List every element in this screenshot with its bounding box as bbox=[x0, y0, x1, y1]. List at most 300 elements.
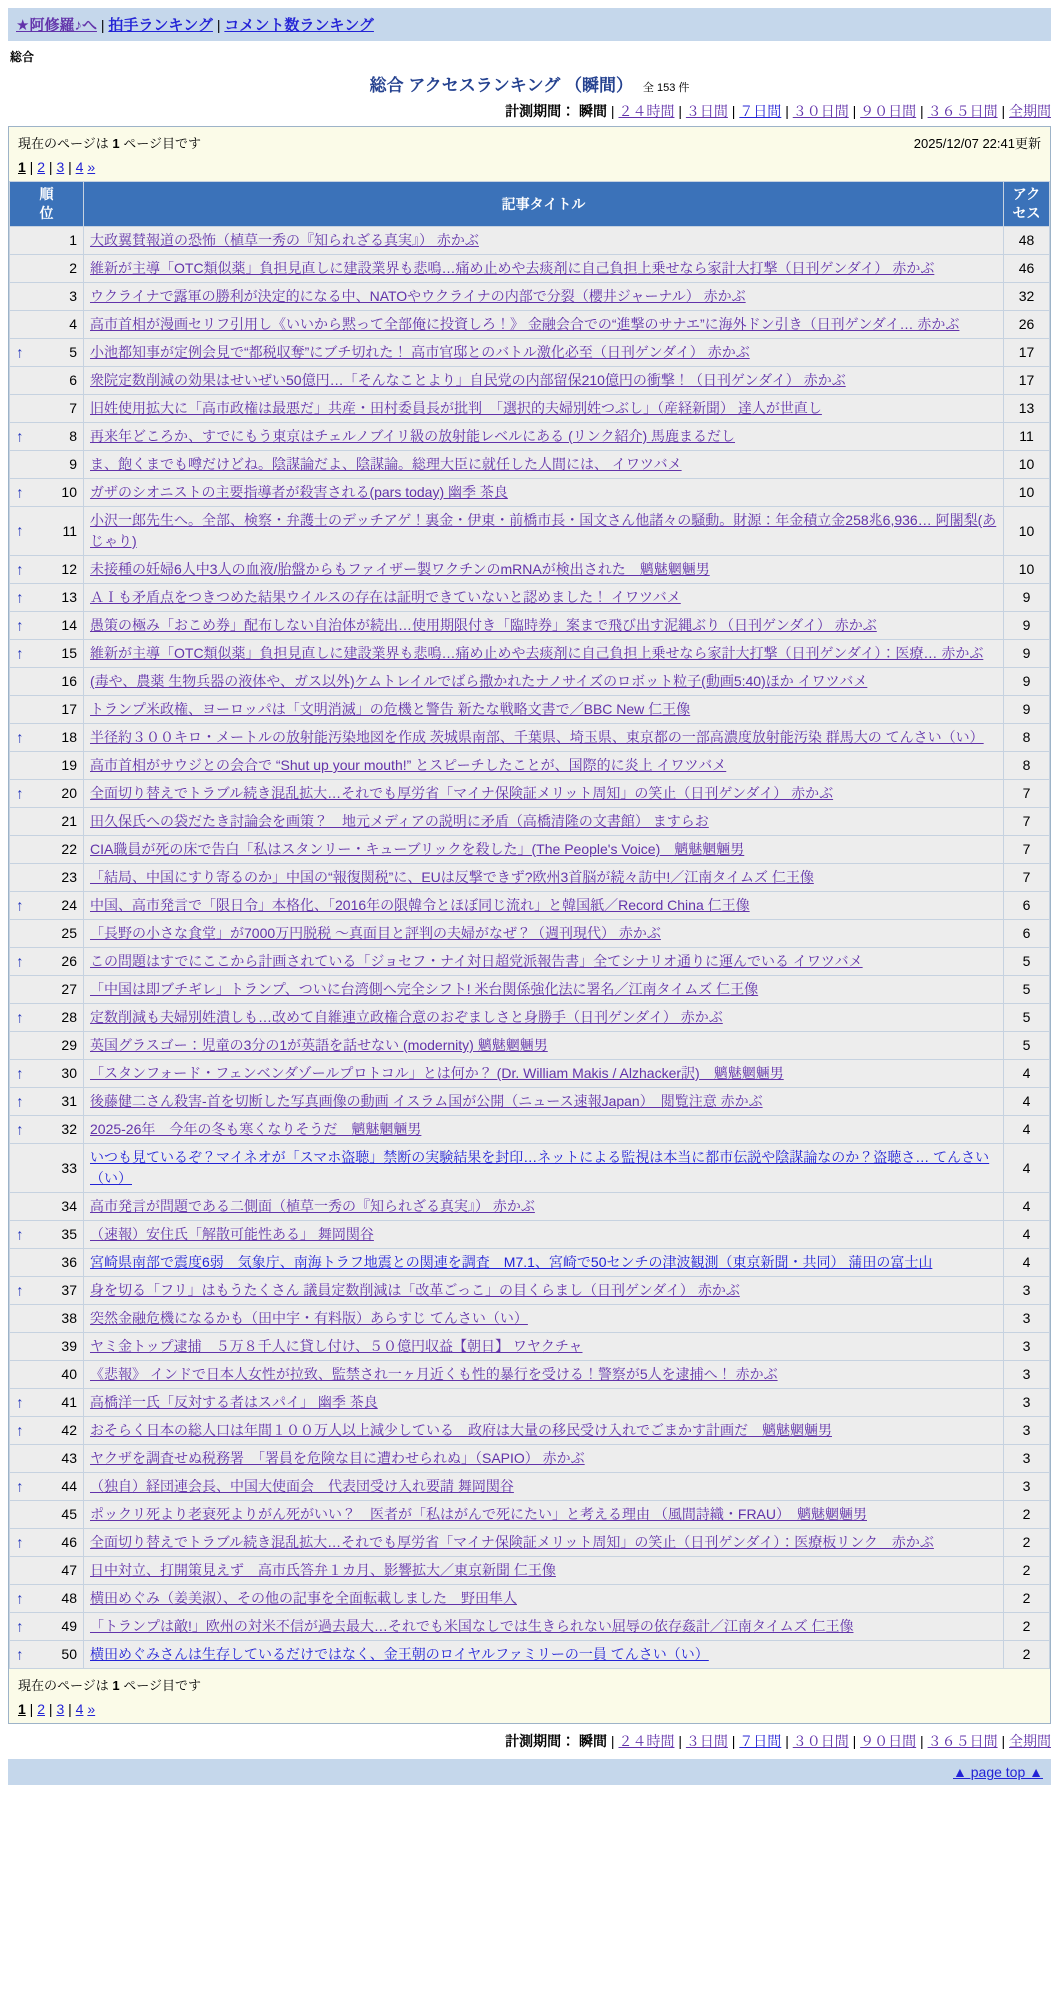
table-row bbox=[10, 780, 1050, 808]
table-row bbox=[10, 367, 1050, 395]
footer-band bbox=[8, 1759, 1051, 1785]
rank-cell bbox=[10, 752, 84, 780]
table-row bbox=[10, 1501, 1050, 1529]
period-link-5[interactable]: ９０日間 bbox=[860, 103, 917, 119]
access-count: 9 bbox=[1004, 584, 1050, 612]
rank-cell bbox=[10, 1221, 84, 1249]
table-row bbox=[10, 339, 1050, 367]
table-row bbox=[10, 479, 1050, 507]
rank-cell bbox=[10, 976, 84, 1004]
access-count: 4 bbox=[1004, 1221, 1050, 1249]
article-link[interactable]: （独自）経団連会長、中国大使面会 代表団受け入れ要請 舞岡関谷 bbox=[90, 1478, 514, 1494]
access-count: 4 bbox=[1004, 1116, 1050, 1144]
rank-number: 34 bbox=[61, 1198, 77, 1214]
title-cell bbox=[84, 479, 1004, 507]
rank-number: 14 bbox=[61, 617, 77, 633]
page-link-2[interactable]: 2 bbox=[37, 1701, 46, 1717]
pager-links-bottom bbox=[18, 1701, 1041, 1717]
title-cell bbox=[84, 1032, 1004, 1060]
access-count: 9 bbox=[1004, 640, 1050, 668]
separator: | bbox=[848, 103, 861, 119]
article-link[interactable]: ＡＩも矛盾点をつきつめた結果ウイルスの存在は証明できていないと認めました！ イワツバメ bbox=[90, 589, 681, 605]
table-row bbox=[10, 1417, 1050, 1445]
rank-cell bbox=[10, 255, 84, 283]
article-link[interactable]: 維新が主導「OTC類似薬」負担見直しに建設業界も悲鳴…痛め止めや去痰剤に自己負担上乗せなら家計大打撃（日刊ゲンダイ） 赤かぶ bbox=[90, 260, 935, 276]
up-arrow-icon: ↑ bbox=[16, 1093, 24, 1110]
rank-cell bbox=[10, 556, 84, 584]
rank-cell bbox=[10, 1529, 84, 1557]
rank-number: 38 bbox=[61, 1310, 77, 1326]
rank-number: 25 bbox=[61, 925, 77, 941]
rank-number: 17 bbox=[61, 701, 77, 717]
access-count: 3 bbox=[1004, 1277, 1050, 1305]
article-link[interactable]: ポックリ死より老衰死よりがん死がいい？ 医者が「私はがんで死にたい」と考える理由 （風間詩織・FRAU） 魑魅魍魎男 bbox=[90, 1506, 867, 1522]
title-cell bbox=[84, 1389, 1004, 1417]
page-link-4[interactable]: 4 bbox=[75, 159, 84, 175]
article-link[interactable]: 《悲報》 インドで日本人女性が拉致、監禁され一ヶ月近くも性的暴行を受ける！警察が5人を逮捕へ！ 赤かぶ bbox=[90, 1366, 778, 1382]
page-link-2[interactable]: 2 bbox=[37, 159, 46, 175]
article-link[interactable]: 横田めぐみさんは生存しているだけではなく、金王朝のロイヤルファミリーの一員 てんさい（い） bbox=[90, 1646, 709, 1662]
rank-number: 20 bbox=[61, 785, 77, 801]
article-link[interactable]: 愚策の極み「おこめ券」配布しない自治体が続出…使用期限付き「臨時券」案まで飛び出す泥縄ぶり（日刊ゲンダイ） 赤かぶ bbox=[90, 617, 877, 633]
access-count: 10 bbox=[1004, 556, 1050, 584]
title-cell bbox=[84, 1144, 1004, 1193]
rank-cell bbox=[10, 311, 84, 339]
rank-number: 11 bbox=[62, 522, 77, 539]
title-cell bbox=[84, 752, 1004, 780]
title-cell bbox=[84, 283, 1004, 311]
access-count: 48 bbox=[1004, 227, 1050, 255]
rank-number: 46 bbox=[61, 1534, 77, 1550]
up-arrow-icon: ↑ bbox=[16, 428, 24, 445]
access-count: 10 bbox=[1004, 479, 1050, 507]
up-arrow-icon: ↑ bbox=[16, 953, 24, 970]
article-link[interactable]: 「結局、中国にすり寄るのか」中国の“報復関税”に、EUは反撃できず?欧州3首脳が続々訪中!／江南タイムズ 仁王像 bbox=[90, 869, 814, 885]
access-count: 5 bbox=[1004, 976, 1050, 1004]
access-count: 6 bbox=[1004, 892, 1050, 920]
article-link[interactable]: 突然金融危機になるかも（田中宇・有料版）あらすじ てんさい（い） bbox=[90, 1310, 528, 1326]
rank-number: 4 bbox=[69, 316, 77, 332]
access-count: 8 bbox=[1004, 724, 1050, 752]
ranking-table-body bbox=[10, 227, 1050, 1669]
up-arrow-icon: ↑ bbox=[16, 1618, 24, 1635]
access-count: 11 bbox=[1004, 423, 1050, 451]
nav-link-3[interactable]: コメント数ランキング bbox=[224, 17, 374, 34]
up-arrow-icon: ↑ bbox=[16, 522, 24, 540]
table-row bbox=[10, 1116, 1050, 1144]
up-arrow-icon: ↑ bbox=[16, 645, 24, 662]
rank-cell bbox=[10, 1641, 84, 1669]
period-link-4[interactable]: ３０日間 bbox=[792, 103, 849, 119]
rank-cell bbox=[10, 1417, 84, 1445]
rank-number: 23 bbox=[61, 869, 77, 885]
article-link[interactable]: 英国グラスゴー：児童の3分の1が英語を話せない (modernity) 魑魅魍魎男 bbox=[90, 1037, 548, 1053]
access-count: 4 bbox=[1004, 1193, 1050, 1221]
period-link-6[interactable]: ３６５日間 bbox=[927, 1733, 998, 1749]
rank-number: 32 bbox=[61, 1121, 77, 1137]
article-link[interactable]: 定数削減も夫婦別姓潰しも…改めて自維連立政権合意のおぞましさと身勝手（日刊ゲンダイ） 赤かぶ bbox=[90, 1009, 723, 1025]
page-link-3[interactable]: 3 bbox=[56, 1701, 65, 1717]
table-row bbox=[10, 1004, 1050, 1032]
article-link[interactable]: おそらく日本の総人口は年間１００万人以上減少している 政府は大量の移民受け入れでごまかす計画だ 魑魅魍魎男 bbox=[90, 1422, 832, 1438]
rank-cell bbox=[10, 451, 84, 479]
article-link[interactable]: いつも見ているぞ？マイネオが「スマホ盗聴」禁断の実験結果を封印…ネットによる監視は本当に都市伝説や陰謀論なのか？盗聴さ… てんさい（い） bbox=[90, 1149, 990, 1186]
pager-box-top bbox=[9, 127, 1050, 181]
access-count: 9 bbox=[1004, 612, 1050, 640]
up-arrow-icon: ↑ bbox=[16, 1646, 24, 1663]
up-arrow-icon: ↑ bbox=[16, 344, 24, 361]
access-count: 4 bbox=[1004, 1088, 1050, 1116]
period-link-7[interactable]: 全期間 bbox=[1009, 1733, 1051, 1749]
rank-number: 10 bbox=[61, 484, 77, 500]
title-cell bbox=[84, 423, 1004, 451]
rank-number: 42 bbox=[61, 1422, 77, 1438]
period-current: 瞬間 bbox=[579, 103, 608, 119]
rank-cell bbox=[10, 780, 84, 808]
rank-number: 49 bbox=[61, 1618, 77, 1634]
rank-number: 27 bbox=[61, 981, 77, 997]
title-cell bbox=[84, 1004, 1004, 1032]
period-link-6[interactable]: ３６５日間 bbox=[927, 103, 998, 119]
table-row bbox=[10, 864, 1050, 892]
page-link-»[interactable]: » bbox=[87, 1701, 96, 1717]
current-page-text: 現在のページは 1 ページ目です bbox=[18, 1678, 201, 1693]
title-cell bbox=[84, 1060, 1004, 1088]
article-link[interactable]: 高橋洋一氏「反対する者はスパイ」 幽季 茶良 bbox=[90, 1394, 378, 1410]
table-row bbox=[10, 227, 1050, 255]
table-row bbox=[10, 423, 1050, 451]
rank-number: 9 bbox=[69, 456, 77, 472]
up-arrow-icon: ↑ bbox=[16, 617, 24, 634]
rank-number: 5 bbox=[69, 344, 77, 360]
title-cell bbox=[84, 808, 1004, 836]
table-row bbox=[10, 976, 1050, 1004]
table-row bbox=[10, 1473, 1050, 1501]
period-selector-top bbox=[8, 101, 1051, 121]
rank-cell bbox=[10, 339, 84, 367]
separator: | bbox=[997, 1733, 1009, 1749]
separator: | bbox=[607, 1733, 619, 1749]
period-current: 瞬間 bbox=[579, 1733, 608, 1749]
rank-cell bbox=[10, 1473, 84, 1501]
separator: | bbox=[727, 103, 740, 119]
separator: | bbox=[674, 1733, 686, 1749]
separator: | bbox=[45, 1701, 57, 1717]
rank-cell bbox=[10, 1389, 84, 1417]
title-cell bbox=[84, 1305, 1004, 1333]
title-cell bbox=[84, 696, 1004, 724]
period-link-4[interactable]: ３０日間 bbox=[792, 1733, 849, 1749]
article-link[interactable]: ガザのシオニストの主要指導者が殺害される(pars today) 幽季 茶良 bbox=[90, 484, 508, 500]
up-arrow-icon: ↑ bbox=[16, 1478, 24, 1495]
table-row bbox=[10, 1088, 1050, 1116]
article-link[interactable]: ま、飽くまでも噂だけどね。陰謀論だよ、陰謀論。総理大臣に就任した人間には、 イワツバメ bbox=[90, 456, 682, 472]
access-count: 4 bbox=[1004, 1060, 1050, 1088]
rank-cell bbox=[10, 584, 84, 612]
article-link[interactable]: 日中対立、打開策見えず 高市氏答弁１カ月、影響拡大／東京新聞 仁王像 bbox=[90, 1562, 556, 1578]
article-link[interactable]: 小池都知事が定例会見で“都税収奪”にブチ切れた！ 高市官邸とのバトル激化必至（日刊ゲンダイ） 赤かぶ bbox=[90, 344, 750, 360]
article-link[interactable]: 身を切る「フリ」はもうたくさん 議員定数削減は「改革ごっこ」の目くらまし（日刊ゲンダイ） 赤かぶ bbox=[90, 1282, 740, 1298]
rank-number: 43 bbox=[61, 1450, 77, 1466]
article-link[interactable]: 2025-26年 今年の冬も寒くなりそうだ 魑魅魍魎男 bbox=[90, 1121, 422, 1137]
access-count: 10 bbox=[1004, 451, 1050, 479]
table-row bbox=[10, 255, 1050, 283]
up-arrow-icon: ↑ bbox=[16, 897, 24, 914]
article-link[interactable]: 維新が主導「OTC類似薬」負担見直しに建設業界も悲鳴…痛め止めや去痰剤に自己負担上乗せなら家計大打撃（日刊ゲンダイ）：医療… 赤かぶ bbox=[90, 645, 984, 661]
rank-number: 22 bbox=[61, 841, 77, 857]
separator: | bbox=[781, 103, 793, 119]
access-count: 13 bbox=[1004, 395, 1050, 423]
table-row bbox=[10, 1613, 1050, 1641]
period-link-5[interactable]: ９０日間 bbox=[860, 1733, 917, 1749]
title-cell bbox=[84, 1088, 1004, 1116]
rank-cell bbox=[10, 1277, 84, 1305]
article-link[interactable]: 「長野の小さな食堂」が7000万円脱税 ～真面目と評判の夫婦がなぜ？（週刊現代） 赤かぶ bbox=[90, 925, 661, 941]
access-count: 17 bbox=[1004, 367, 1050, 395]
table-row bbox=[10, 892, 1050, 920]
separator: | bbox=[674, 103, 686, 119]
title-cell bbox=[84, 948, 1004, 976]
period-link-3[interactable]: ７日間 bbox=[739, 103, 782, 119]
rank-number: 37 bbox=[61, 1282, 77, 1298]
title-cell bbox=[84, 367, 1004, 395]
table-row bbox=[10, 311, 1050, 339]
article-link[interactable]: 「トランプは敵!」欧州の対米不信が過去最大…それでも米国なしでは生きられない屈辱の依存姦計／江南タイムズ 仁王像 bbox=[90, 1618, 854, 1634]
access-count: 32 bbox=[1004, 283, 1050, 311]
rank-number: 29 bbox=[61, 1037, 77, 1053]
access-count: 9 bbox=[1004, 696, 1050, 724]
article-link[interactable]: 全面切り替えでトラブル続き混乱拡大…それでも厚労省「マイナ保険証メリット周知」の笑止（日刊ゲンダイ） 赤かぶ bbox=[90, 785, 834, 801]
rank-number: 1 bbox=[69, 232, 77, 248]
rank-cell bbox=[10, 1557, 84, 1585]
rank-number: 39 bbox=[61, 1338, 77, 1354]
col-header-access: アクセス bbox=[1004, 182, 1050, 227]
nav-link-1[interactable]: ★阿修羅♪へ bbox=[16, 17, 97, 34]
table-row bbox=[10, 395, 1050, 423]
rank-cell bbox=[10, 668, 84, 696]
article-link[interactable]: 半径約３００キロ・メートルの放射能汚染地図を作成 茨城県南部、千葉県、埼玉県、東京都の一部高濃度放射能汚染 群馬大の てんさい（い） bbox=[90, 729, 984, 745]
ranking-table bbox=[9, 181, 1050, 1669]
article-link[interactable]: 小沢一郎先生へ。全部、検察・弁護士のデッチアゲ！裏金・伊東・前橋市長・国文さん他諸々の騒動。財源：年金積立金258兆6,936… 阿闍梨(あじゃり) bbox=[90, 512, 997, 549]
table-row bbox=[10, 920, 1050, 948]
article-link[interactable]: 高市首相がサウジとの会合で “Shut up your mouth!” とスピーチしたことが、国際的に炎上 イワツバメ bbox=[90, 757, 727, 773]
rank-number: 48 bbox=[61, 1590, 77, 1606]
section-label: 総合 bbox=[10, 50, 35, 64]
page-link-4[interactable]: 4 bbox=[75, 1701, 84, 1717]
article-link[interactable]: 再来年どころか、すでにもう東京はチェルノブイリ級の放射能レベルにある (リンク紹介) 馬鹿まるだし bbox=[90, 428, 736, 444]
article-link[interactable]: 「スタンフォード・フェンベンダゾールプロトコル」とは何か？ (Dr. William Makis / Alzhacker訳) 魑魅魍魎男 bbox=[90, 1065, 784, 1081]
rank-cell bbox=[10, 283, 84, 311]
table-row bbox=[10, 1221, 1050, 1249]
article-link[interactable]: 高市発言が問題である二側面（植草一秀の『知られざる真実』） 赤かぶ bbox=[90, 1198, 535, 1214]
col-header-title: 記事タイトル bbox=[84, 182, 1004, 227]
title-cell bbox=[84, 1193, 1004, 1221]
period-link-1[interactable]: ２４時間 bbox=[618, 1733, 675, 1749]
rank-cell bbox=[10, 479, 84, 507]
rank-number: 30 bbox=[61, 1065, 77, 1081]
article-link[interactable]: 高市首相が漫画セリフ引用し《いいから黙って全部俺に投資しろ！》 金融会合での“進撃のサナエ”に海外ドン引き（日刊ゲンダイ… 赤かぶ bbox=[90, 316, 960, 332]
article-link[interactable]: ヤクザを調査せぬ税務署 「署員を危険な目に遭わせられぬ」（SAPIO） 赤かぶ bbox=[90, 1450, 585, 1466]
rank-cell bbox=[10, 1116, 84, 1144]
up-arrow-icon: ↑ bbox=[16, 785, 24, 802]
title-cell bbox=[84, 1249, 1004, 1277]
rank-cell bbox=[10, 507, 84, 556]
rank-cell bbox=[10, 1088, 84, 1116]
article-link[interactable]: （速報）安住氏「解散可能性ある」 舞岡関谷 bbox=[90, 1226, 374, 1242]
separator: | bbox=[45, 159, 57, 175]
table-row bbox=[10, 1193, 1050, 1221]
period-link-2[interactable]: ３日間 bbox=[685, 103, 728, 119]
access-count: 3 bbox=[1004, 1389, 1050, 1417]
title-cell bbox=[84, 668, 1004, 696]
access-count: 3 bbox=[1004, 1361, 1050, 1389]
title-cell bbox=[84, 780, 1004, 808]
separator: | bbox=[25, 159, 38, 175]
article-link[interactable]: 「中国は即ブチギレ」トランプ、ついに台湾側へ完全シフト! 米台関係強化法に署名／江南タイムズ 仁王像 bbox=[90, 981, 759, 997]
article-link[interactable]: ヤミ金トップ逮捕 ５万８千人に貸し付け、５０億円収益【朝日】 ワヤクチャ bbox=[90, 1338, 583, 1354]
table-row bbox=[10, 507, 1050, 556]
title-cell bbox=[84, 584, 1004, 612]
access-count: 3 bbox=[1004, 1417, 1050, 1445]
rank-cell bbox=[10, 724, 84, 752]
access-count: 4 bbox=[1004, 1249, 1050, 1277]
article-link[interactable]: 中国、高市発言で「限日令」本格化、「2016年の限韓令とほぼ同じ流れ」と韓国紙／Record China 仁王像 bbox=[90, 897, 750, 913]
separator: | bbox=[96, 17, 109, 33]
up-arrow-icon: ↑ bbox=[16, 1422, 24, 1439]
title-cell bbox=[84, 311, 1004, 339]
page-link-3[interactable]: 3 bbox=[56, 159, 65, 175]
rank-number: 19 bbox=[61, 757, 77, 773]
period-link-1[interactable]: ２４時間 bbox=[618, 103, 675, 119]
access-count: 6 bbox=[1004, 920, 1050, 948]
title-cell bbox=[84, 1277, 1004, 1305]
separator: | bbox=[916, 103, 928, 119]
period-link-2[interactable]: ３日間 bbox=[685, 1733, 728, 1749]
rank-number: 36 bbox=[61, 1254, 77, 1270]
title-cell bbox=[84, 640, 1004, 668]
rank-cell bbox=[10, 1305, 84, 1333]
title-cell bbox=[84, 1445, 1004, 1473]
article-link[interactable]: 横田めぐみ（姜美淑）、その他の記事を全面転載しました 野田隼人 bbox=[90, 1590, 517, 1606]
access-count: 2 bbox=[1004, 1585, 1050, 1613]
table-row bbox=[10, 451, 1050, 479]
separator: | bbox=[64, 1701, 76, 1717]
nav-link-2[interactable]: 拍手ランキング bbox=[108, 17, 213, 34]
article-link[interactable]: 全面切り替えでトラブル続き混乱拡大…それでも厚労省「マイナ保険証メリット周知」の笑止（日刊ゲンダイ）：医療板リンク 赤かぶ bbox=[90, 1534, 934, 1550]
period-link-3[interactable]: ７日間 bbox=[739, 1733, 782, 1749]
table-row bbox=[10, 1585, 1050, 1613]
updated-timestamp: 2025/12/07 22:41更新 bbox=[913, 136, 1041, 151]
rank-cell bbox=[10, 1032, 84, 1060]
title-cell bbox=[84, 836, 1004, 864]
rank-number: 33 bbox=[61, 1159, 77, 1176]
article-link[interactable]: 衆院定数削減の効果はせいぜい50億円…「そんなことより」自民党の内部留保210億円の衝撃！（日刊ゲンダイ） 赤かぶ bbox=[90, 372, 846, 388]
period-selector-bottom bbox=[8, 1731, 1051, 1751]
rank-number: 24 bbox=[61, 897, 77, 913]
rank-number: 7 bbox=[69, 400, 77, 416]
title-cell bbox=[84, 976, 1004, 1004]
rank-number: 26 bbox=[61, 953, 77, 969]
rank-number: 21 bbox=[61, 813, 77, 829]
table-row bbox=[10, 696, 1050, 724]
rank-number: 40 bbox=[61, 1366, 77, 1382]
article-link[interactable]: 後藤健二さん殺害-首を切断した写真画像の動画 イスラム国が公開（ニュース速報Japan） 閲覧注意 赤かぶ bbox=[90, 1093, 763, 1109]
separator: | bbox=[607, 103, 619, 119]
table-row bbox=[10, 1144, 1050, 1193]
rank-number: 8 bbox=[69, 428, 77, 444]
article-link[interactable]: CIA職員が死の床で告白「私はスタンリー・キューブリックを殺した」(The People's Voice) 魑魅魍魎男 bbox=[90, 841, 745, 857]
access-count: 7 bbox=[1004, 864, 1050, 892]
pager-box-bottom bbox=[9, 1669, 1050, 1723]
title-cell bbox=[84, 612, 1004, 640]
article-link[interactable]: 田久保氏への袋だたき討論会を画策？ 地元メディアの説明に矛盾（高橋清隆の文書館） ますらお bbox=[90, 813, 709, 829]
separator: | bbox=[848, 1733, 861, 1749]
access-count: 2 bbox=[1004, 1557, 1050, 1585]
access-count: 2 bbox=[1004, 1529, 1050, 1557]
article-link[interactable]: ウクライナで露軍の勝利が決定的になる中、NATOやウクライナの内部で分裂（櫻井ジャーナル） 赤かぶ bbox=[90, 288, 746, 304]
rank-cell bbox=[10, 920, 84, 948]
rank-cell bbox=[10, 808, 84, 836]
total-count: 全 153 件 bbox=[642, 82, 690, 94]
access-count: 46 bbox=[1004, 255, 1050, 283]
access-count: 3 bbox=[1004, 1445, 1050, 1473]
article-link[interactable]: 未接種の妊婦6人中3人の血液/胎盤からもファイザー製ワクチンのmRNAが検出された 魑魅魍魎男 bbox=[90, 561, 710, 577]
article-link[interactable]: この問題はすでにここから計画されている「ジョセフ・ナイ対日超党派報告書」全てシナリオ通りに運んでいる イワツバメ bbox=[90, 953, 863, 969]
separator: | bbox=[997, 103, 1009, 119]
rank-cell bbox=[10, 612, 84, 640]
article-link[interactable]: トランプ米政権、ヨーロッパは「文明消滅」の危機と警告 新たな戦略文書で／BBC New 仁王像 bbox=[90, 701, 691, 717]
article-link[interactable]: 大政翼賛報道の恐怖（植草一秀の『知られざる真実』） 赤かぶ bbox=[90, 232, 479, 248]
rank-cell bbox=[10, 836, 84, 864]
access-count: 2 bbox=[1004, 1641, 1050, 1669]
rank-number: 18 bbox=[61, 729, 77, 745]
access-count: 10 bbox=[1004, 507, 1050, 556]
rank-cell bbox=[10, 1144, 84, 1193]
table-row bbox=[10, 1333, 1050, 1361]
rank-cell bbox=[10, 1060, 84, 1088]
title-cell bbox=[84, 1641, 1004, 1669]
table-row bbox=[10, 836, 1050, 864]
table-row bbox=[10, 283, 1050, 311]
access-count: 7 bbox=[1004, 808, 1050, 836]
article-link[interactable]: 宮崎県南部で震度6弱 気象庁、南海トラフ地震との関連を調査 M7.1、宮崎で50センチの津波観測（東京新聞・共同） 蒲田の富士山 bbox=[90, 1254, 933, 1270]
page-current[interactable]: 1 bbox=[18, 159, 26, 175]
article-link[interactable]: 旧姓使用拡大に「高市政権は最悪だ」共産・田村委員長が批判 「選択的夫婦別姓つぶし」（産経新聞） 達人が世直し bbox=[90, 400, 822, 416]
page-top-link[interactable]: ▲ page top ▲ bbox=[953, 1764, 1043, 1780]
rank-number: 13 bbox=[61, 589, 77, 605]
page-current[interactable]: 1 bbox=[18, 1701, 26, 1717]
title-cell bbox=[84, 507, 1004, 556]
period-link-7[interactable]: 全期間 bbox=[1009, 103, 1051, 119]
table-row bbox=[10, 724, 1050, 752]
title-cell bbox=[84, 451, 1004, 479]
rank-cell bbox=[10, 1585, 84, 1613]
access-count: 5 bbox=[1004, 1032, 1050, 1060]
up-arrow-icon: ↑ bbox=[16, 1065, 24, 1082]
article-link[interactable]: (毒や、農薬 生物兵器の液体や、ガス以外)ケムトレイルでばら撒かれたナノサイズのロボット粒子(動画5:40)ほか イワツバメ bbox=[90, 673, 868, 689]
page-link-»[interactable]: » bbox=[87, 159, 96, 175]
separator: | bbox=[916, 1733, 928, 1749]
up-arrow-icon: ↑ bbox=[16, 1226, 24, 1243]
period-label: 計測期間： bbox=[505, 1733, 576, 1749]
col-header-rank: 順位 bbox=[10, 182, 84, 227]
title-cell bbox=[84, 1333, 1004, 1361]
title-cell bbox=[84, 339, 1004, 367]
rank-cell bbox=[10, 948, 84, 976]
top-nav bbox=[8, 8, 1051, 41]
rank-cell bbox=[10, 892, 84, 920]
title-cell bbox=[84, 227, 1004, 255]
